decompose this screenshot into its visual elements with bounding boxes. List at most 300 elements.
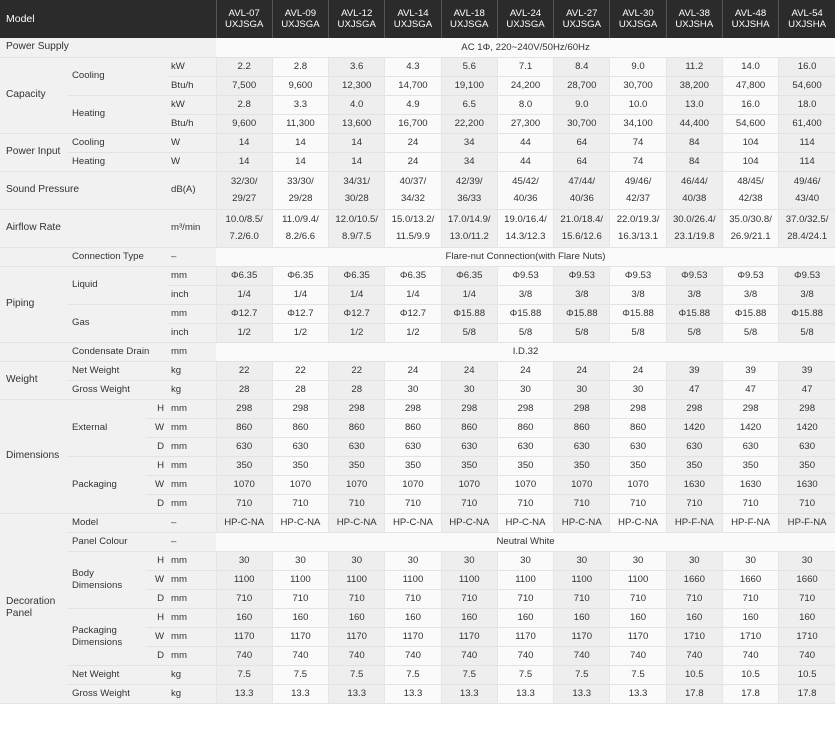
model-name: AVL-12: [341, 7, 373, 19]
table-row: [0, 513, 835, 532]
value-cell: 11,300: [272, 114, 328, 133]
value-cell: 46/44/: [666, 171, 722, 190]
dimension-axis-label: H: [146, 456, 167, 475]
value-cell: 17.8: [722, 684, 778, 703]
model-column-header: [216, 0, 272, 38]
value-cell: 630: [441, 437, 497, 456]
value-cell: 740: [497, 646, 553, 665]
value-cell: 740: [272, 646, 328, 665]
value-cell: 24: [497, 361, 553, 380]
table-row: [0, 665, 835, 684]
unit-label: –: [167, 532, 216, 551]
value-cell: 14: [272, 133, 328, 152]
value-cell: 23.1/19.8: [666, 228, 722, 247]
value-cell: 1630: [722, 475, 778, 494]
value-cell: 24: [441, 361, 497, 380]
value-cell: 18.0: [779, 95, 835, 114]
value-cell: 22.0/19.3/: [610, 209, 666, 228]
model-suffix: UXJSGA: [562, 19, 601, 30]
model-suffix: UXJSGA: [337, 19, 376, 30]
value-cell: 860: [216, 418, 272, 437]
value-cell: 3/8: [554, 285, 610, 304]
value-cell: 5/8: [441, 323, 497, 342]
value-cell: 160: [216, 608, 272, 627]
value-cell: 104: [722, 133, 778, 152]
unit-label: inch: [167, 323, 216, 342]
value-cell: 7.1: [497, 57, 553, 76]
value-cell: 7.5: [272, 665, 328, 684]
value-cell: 710: [441, 589, 497, 608]
value-cell: 30: [779, 551, 835, 570]
model-name: AVL-09: [284, 7, 317, 19]
value-cell: 13.3: [272, 684, 328, 703]
value-cell: 14: [329, 133, 385, 152]
value-cell: Φ12.7: [329, 304, 385, 323]
value-cell: 710: [779, 589, 835, 608]
value-cell: 14: [329, 152, 385, 171]
dimension-axis-label: W: [146, 418, 167, 437]
model-column-header: [610, 0, 666, 38]
value-cell: 298: [441, 399, 497, 418]
value-cell: 7,500: [216, 76, 272, 95]
dimension-axis-label: W: [146, 570, 167, 589]
unit-label: mm: [167, 399, 216, 418]
unit-label: kW: [167, 95, 216, 114]
value-cell: 860: [272, 418, 328, 437]
value-cell: 160: [385, 608, 441, 627]
value-cell: HP-C-NA: [216, 513, 272, 532]
value-cell: HP-F-NA: [722, 513, 778, 532]
value-cell: 5/8: [554, 323, 610, 342]
value-cell: Φ9.53: [554, 266, 610, 285]
value-cell: 84: [666, 152, 722, 171]
value-cell: 5.6: [441, 57, 497, 76]
value-cell: 28,700: [554, 76, 610, 95]
dimension-axis-label: W: [146, 475, 167, 494]
value-cell: 74: [610, 133, 666, 152]
value-cell: 1170: [329, 627, 385, 646]
value-cell: 1070: [554, 475, 610, 494]
value-cell: 710: [385, 589, 441, 608]
value-cell: Φ6.35: [441, 266, 497, 285]
value-cell: 16.0: [722, 95, 778, 114]
value-cell: 34: [441, 133, 497, 152]
value-cell: 1070: [216, 475, 272, 494]
value-cell: 5/8: [497, 323, 553, 342]
value-cell: 30: [554, 551, 610, 570]
model-suffix: UXJSHA: [675, 19, 714, 30]
table-row: [0, 608, 835, 627]
value-cell: 1660: [779, 570, 835, 589]
value-cell: 34: [441, 152, 497, 171]
value-cell: 350: [722, 456, 778, 475]
value-cell: 64: [554, 152, 610, 171]
value-cell: Φ15.88: [722, 304, 778, 323]
value-cell: 350: [385, 456, 441, 475]
model-column-header: [329, 0, 385, 38]
value-cell: 350: [610, 456, 666, 475]
value-cell: 17.0/14.9/: [441, 209, 497, 228]
value-cell: 16,700: [385, 114, 441, 133]
value-cell: 13.0/11.2: [441, 228, 497, 247]
value-cell: 15.6/12.6: [554, 228, 610, 247]
value-cell: 74: [610, 152, 666, 171]
value-cell: 49/46/: [610, 171, 666, 190]
value-cell: 6.5: [441, 95, 497, 114]
unit-label: mm: [167, 494, 216, 513]
section-label: Piping: [0, 266, 68, 342]
value-cell: 298: [722, 399, 778, 418]
value-cell: 30: [329, 551, 385, 570]
value-cell: 298: [329, 399, 385, 418]
value-cell: 630: [497, 437, 553, 456]
value-cell: 860: [554, 418, 610, 437]
section-label: Dimensions: [0, 399, 68, 513]
subsection-label: Net Weight: [68, 361, 167, 380]
value-cell: 1710: [666, 627, 722, 646]
value-cell: 710: [610, 589, 666, 608]
model-column-header: [272, 0, 328, 38]
value-cell: 26.9/21.1: [722, 228, 778, 247]
value-cell: 3.6: [329, 57, 385, 76]
value-cell: 47: [779, 380, 835, 399]
value-cell: 28: [272, 380, 328, 399]
value-cell: 3/8: [610, 285, 666, 304]
unit-label: kg: [167, 684, 216, 703]
value-cell: 22: [329, 361, 385, 380]
value-cell: 14.0: [722, 57, 778, 76]
value-cell: 22,200: [441, 114, 497, 133]
value-cell: 298: [385, 399, 441, 418]
value-cell: 1170: [272, 627, 328, 646]
value-cell: HP-C-NA: [441, 513, 497, 532]
unit-label: W: [167, 152, 216, 171]
value-cell: HP-F-NA: [666, 513, 722, 532]
subsection-label: External: [68, 399, 146, 456]
value-cell: 350: [666, 456, 722, 475]
value-cell: 160: [666, 608, 722, 627]
value-cell: 1/2: [385, 323, 441, 342]
subsection-label: Heating: [68, 95, 167, 133]
table-row: [0, 361, 835, 380]
table-body: [0, 38, 835, 703]
value-cell: 13.3: [610, 684, 666, 703]
table-row: [0, 456, 835, 475]
value-cell: 710: [554, 589, 610, 608]
value-cell: 16.0: [779, 57, 835, 76]
value-cell: 1/4: [216, 285, 272, 304]
value-cell: 14: [216, 133, 272, 152]
model-column-header: [441, 0, 497, 38]
value-cell: 740: [329, 646, 385, 665]
value-cell: 43/40: [779, 190, 835, 209]
table-row: [0, 133, 835, 152]
value-cell: 40/37/: [385, 171, 441, 190]
value-cell: 860: [329, 418, 385, 437]
value-cell: 47,800: [722, 76, 778, 95]
value-cell: 350: [272, 456, 328, 475]
value-cell: 630: [329, 437, 385, 456]
value-cell: 44: [497, 133, 553, 152]
value-cell: 24: [385, 133, 441, 152]
section-label: Weight: [0, 361, 68, 399]
value-cell: 1170: [441, 627, 497, 646]
value-cell: 350: [779, 456, 835, 475]
value-cell: 860: [497, 418, 553, 437]
unit-label: inch: [167, 285, 216, 304]
value-cell: 630: [554, 437, 610, 456]
value-cell: 3/8: [779, 285, 835, 304]
table-row: [0, 95, 835, 114]
spanning-value: AC 1Φ, 220~240V/50Hz/60Hz: [216, 38, 835, 57]
value-cell: 30/28: [329, 190, 385, 209]
value-cell: Φ9.53: [722, 266, 778, 285]
model-column-header: [385, 0, 441, 38]
value-cell: 3/8: [497, 285, 553, 304]
value-cell: 5/8: [610, 323, 666, 342]
value-cell: 160: [554, 608, 610, 627]
dimension-axis-label: D: [146, 589, 167, 608]
value-cell: 30: [497, 380, 553, 399]
model-suffix: UXJSHA: [788, 19, 827, 30]
value-cell: 34,100: [610, 114, 666, 133]
table-row: [0, 684, 835, 703]
value-cell: 740: [216, 646, 272, 665]
value-cell: 30: [385, 551, 441, 570]
value-cell: Φ9.53: [666, 266, 722, 285]
model-name: AVL-14: [397, 7, 429, 19]
unit-label: mm: [167, 304, 216, 323]
unit-label: mm: [167, 418, 216, 437]
value-cell: 13.3: [554, 684, 610, 703]
unit-label: kg: [167, 665, 216, 684]
value-cell: Φ15.88: [441, 304, 497, 323]
value-cell: 22: [272, 361, 328, 380]
value-cell: 1/2: [329, 323, 385, 342]
value-cell: 710: [441, 494, 497, 513]
value-cell: 30: [610, 380, 666, 399]
subsection-label: Gross Weight: [68, 380, 167, 399]
value-cell: 14.3/12.3: [497, 228, 553, 247]
unit-label: –: [167, 247, 216, 266]
value-cell: 47: [666, 380, 722, 399]
value-cell: 630: [779, 437, 835, 456]
value-cell: 1/4: [385, 285, 441, 304]
value-cell: 3/8: [722, 285, 778, 304]
value-cell: 30: [722, 551, 778, 570]
value-cell: 740: [722, 646, 778, 665]
table-row: [0, 171, 835, 190]
value-cell: 160: [272, 608, 328, 627]
value-cell: 4.9: [385, 95, 441, 114]
subsection-label: Gross Weight: [68, 684, 167, 703]
unit-label: mm: [167, 266, 216, 285]
value-cell: 740: [610, 646, 666, 665]
spanning-value: Neutral White: [216, 532, 835, 551]
value-cell: 710: [666, 589, 722, 608]
model-name: AVL-48: [734, 7, 767, 19]
value-cell: 630: [722, 437, 778, 456]
value-cell: Φ6.35: [216, 266, 272, 285]
table-row: [0, 399, 835, 418]
value-cell: 1070: [610, 475, 666, 494]
subsection-label: [68, 171, 167, 209]
value-cell: 36/33: [441, 190, 497, 209]
dimension-axis-label: D: [146, 437, 167, 456]
value-cell: 1630: [779, 475, 835, 494]
value-cell: 40/36: [554, 190, 610, 209]
value-cell: Φ6.35: [272, 266, 328, 285]
subsection-label: Net Weight: [68, 665, 167, 684]
value-cell: 860: [441, 418, 497, 437]
value-cell: HP-C-NA: [497, 513, 553, 532]
value-cell: 160: [497, 608, 553, 627]
unit-label: mm: [167, 589, 216, 608]
value-cell: 350: [497, 456, 553, 475]
subsection-label: Packaging Dimensions: [68, 608, 146, 665]
value-cell: 1/4: [272, 285, 328, 304]
value-cell: 10.5: [666, 665, 722, 684]
value-cell: 35.0/30.8/: [722, 209, 778, 228]
value-cell: 160: [610, 608, 666, 627]
value-cell: 49/46/: [779, 171, 835, 190]
value-cell: 160: [441, 608, 497, 627]
value-cell: 15.0/13.2/: [385, 209, 441, 228]
value-cell: Φ9.53: [497, 266, 553, 285]
value-cell: 30: [272, 551, 328, 570]
table-row: [0, 152, 835, 171]
value-cell: 7.5: [385, 665, 441, 684]
model-column-header: [779, 0, 835, 38]
value-cell: 7.5: [216, 665, 272, 684]
value-cell: 34/32: [385, 190, 441, 209]
value-cell: 1420: [666, 418, 722, 437]
value-cell: 27,300: [497, 114, 553, 133]
value-cell: 1100: [610, 570, 666, 589]
unit-label: Btu/h: [167, 114, 216, 133]
value-cell: 8.4: [554, 57, 610, 76]
value-cell: 13.0: [666, 95, 722, 114]
value-cell: 4.0: [329, 95, 385, 114]
value-cell: 38,200: [666, 76, 722, 95]
value-cell: 630: [666, 437, 722, 456]
unit-label: mm: [167, 475, 216, 494]
value-cell: 17.8: [779, 684, 835, 703]
value-cell: 47/44/: [554, 171, 610, 190]
value-cell: 1100: [216, 570, 272, 589]
value-cell: HP-C-NA: [554, 513, 610, 532]
value-cell: 1/2: [216, 323, 272, 342]
model-name: AVL-27: [566, 7, 598, 19]
value-cell: HP-C-NA: [385, 513, 441, 532]
model-suffix: UXJSGA: [618, 19, 658, 30]
value-cell: 1170: [610, 627, 666, 646]
value-cell: 1100: [272, 570, 328, 589]
table-row: [0, 209, 835, 228]
value-cell: 298: [554, 399, 610, 418]
value-cell: 710: [272, 494, 328, 513]
value-cell: 13.3: [441, 684, 497, 703]
unit-label: kg: [167, 380, 216, 399]
subsection-label: Connection Type: [68, 247, 167, 266]
value-cell: 1100: [441, 570, 497, 589]
model-column-header: [554, 0, 610, 38]
unit-label: kg: [167, 361, 216, 380]
model-name: AVL-07: [228, 7, 260, 19]
value-cell: 104: [722, 152, 778, 171]
value-cell: 24: [385, 361, 441, 380]
value-cell: 710: [666, 494, 722, 513]
model-column-header: [722, 0, 778, 38]
section-label: Airflow Rate: [0, 209, 68, 247]
value-cell: 710: [216, 589, 272, 608]
model-suffix: UXJSGA: [224, 19, 264, 30]
unit-label: mm: [167, 437, 216, 456]
value-cell: 30,700: [610, 76, 666, 95]
value-cell: 9,600: [272, 76, 328, 95]
unit-label: mm: [167, 646, 216, 665]
value-cell: 710: [554, 494, 610, 513]
value-cell: 7.5: [329, 665, 385, 684]
value-cell: 298: [779, 399, 835, 418]
model-suffix: UXJSGA: [281, 19, 320, 30]
value-cell: 1/4: [329, 285, 385, 304]
value-cell: 44,400: [666, 114, 722, 133]
value-cell: 7.5: [554, 665, 610, 684]
unit-label: mm: [167, 551, 216, 570]
value-cell: 10.0/8.5/: [216, 209, 272, 228]
value-cell: 1660: [666, 570, 722, 589]
value-cell: 12,300: [329, 76, 385, 95]
value-cell: 42/39/: [441, 171, 497, 190]
value-cell: 30: [216, 551, 272, 570]
value-cell: 710: [497, 589, 553, 608]
value-cell: 350: [216, 456, 272, 475]
value-cell: 30: [666, 551, 722, 570]
value-cell: 45/42/: [497, 171, 553, 190]
unit-label: dB(A): [167, 171, 216, 209]
table-row: [0, 38, 835, 57]
value-cell: 54,600: [779, 76, 835, 95]
table-row: [0, 380, 835, 399]
value-cell: 4.3: [385, 57, 441, 76]
subsection-label: Gas: [68, 304, 167, 342]
value-cell: 24: [554, 361, 610, 380]
value-cell: 7.5: [497, 665, 553, 684]
subsection-label: Body Dimensions: [68, 551, 146, 608]
subsection-label: Liquid: [68, 266, 167, 304]
value-cell: HP-C-NA: [272, 513, 328, 532]
value-cell: 1170: [497, 627, 553, 646]
value-cell: 630: [216, 437, 272, 456]
value-cell: 14: [272, 152, 328, 171]
value-cell: 630: [610, 437, 666, 456]
value-cell: 19.0/16.4/: [497, 209, 553, 228]
value-cell: 114: [779, 152, 835, 171]
model-suffix: UXJSGA: [450, 19, 489, 30]
value-cell: 30.0/26.4/: [666, 209, 722, 228]
value-cell: Φ12.7: [272, 304, 328, 323]
unit-label: mm: [167, 342, 216, 361]
value-cell: 1/4: [441, 285, 497, 304]
value-cell: 1100: [554, 570, 610, 589]
unit-label: W: [167, 133, 216, 152]
value-cell: 1100: [385, 570, 441, 589]
value-cell: 298: [216, 399, 272, 418]
value-cell: 40/36: [497, 190, 553, 209]
value-cell: HP-C-NA: [329, 513, 385, 532]
value-cell: 1420: [722, 418, 778, 437]
